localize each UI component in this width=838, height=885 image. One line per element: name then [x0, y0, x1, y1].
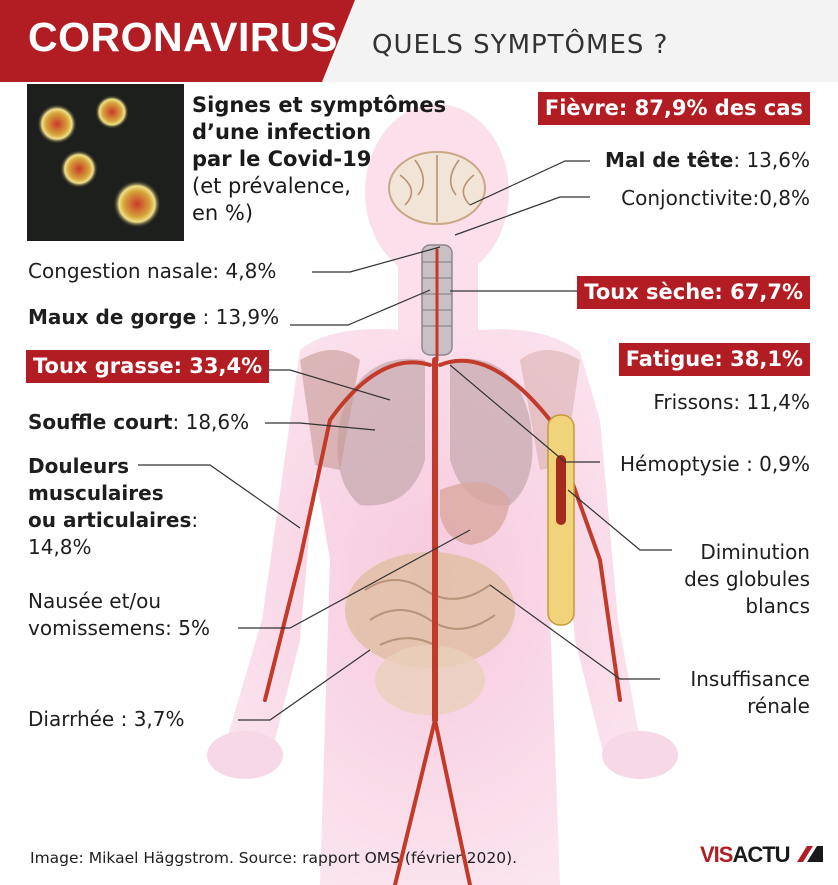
label-souffle-court [28, 409, 249, 436]
label-douleurs-line1: Douleurs [28, 454, 130, 478]
label-renale-line2: rénale [747, 694, 810, 718]
logo-mark-icon [795, 844, 825, 864]
label-hemoptysie: Hémoptysie : 0,9% [620, 452, 810, 476]
intro-text [192, 92, 446, 227]
page-title: CORONAVIRUS [28, 14, 338, 60]
label-mal-de-tete-name: Mal de tête [605, 148, 734, 172]
intro-line4: (et prévalence, [192, 174, 351, 198]
footer-credit: Image: Mikael Häggstrom. Source: rapport OMS (février 2020). [30, 849, 518, 867]
logo-part2: ACTU [732, 842, 790, 867]
page-subtitle: QUELS SYMPTÔMES ? [372, 30, 669, 60]
label-douleurs-colon: : [191, 508, 199, 532]
virus-micrograph [27, 84, 184, 241]
label-globules-line1: Diminution [700, 540, 810, 564]
label-congestion-nasale: Congestion nasale: 4,8% [28, 259, 277, 283]
label-souffle-court-name: Souffle court [28, 410, 173, 434]
intro-line1: Signes et symptômes [192, 93, 447, 117]
arm-bone [548, 415, 574, 625]
label-insuffisance-renale [690, 666, 810, 720]
label-nausee-line1: Nausée et/ou [28, 589, 162, 613]
tag-fatigue: Fatigue: 38,1% [619, 343, 810, 376]
label-douleurs-line3: ou articulaires [28, 508, 192, 532]
label-douleurs-value: 14,8% [28, 535, 92, 559]
label-diarrhee: Diarrhée : 3,7% [28, 707, 185, 731]
tag-fievre: Fièvre: 87,9% des cas [538, 92, 810, 125]
label-mal-de-tete-value: : 13,6% [733, 148, 810, 172]
label-globules-line2: des globules [684, 567, 810, 591]
logo-part1: VIS [700, 842, 733, 867]
intro-line3: par le Covid-19 [192, 147, 372, 171]
visactu-logo [700, 842, 825, 868]
label-maux-de-gorge-value: : 13,9% [196, 305, 280, 329]
intro-line5: en %) [192, 201, 254, 225]
label-maux-de-gorge-name: Maux de gorge [28, 305, 197, 329]
label-douleurs-line2: musculaires [28, 481, 164, 505]
label-renale-line1: Insuffisance [690, 667, 810, 691]
tag-toux-seche: Toux sèche: 67,7% [577, 276, 810, 309]
label-souffle-court-value: : 18,6% [172, 410, 250, 434]
label-maux-de-gorge [28, 304, 279, 331]
label-mal-de-tete [605, 147, 810, 174]
tag-toux-grasse: Toux grasse: 33,4% [26, 350, 269, 383]
label-nausee-line2: vomissemens: 5% [28, 616, 210, 640]
label-conjonctivite: Conjonctivite:0,8% [621, 186, 810, 210]
label-douleurs [28, 453, 198, 561]
intro-line2: d’une infection [192, 120, 372, 144]
label-globules [684, 539, 810, 620]
label-nausee [28, 588, 210, 642]
label-frissons: Frissons: 11,4% [653, 390, 810, 414]
label-globules-line3: blancs [745, 594, 810, 618]
